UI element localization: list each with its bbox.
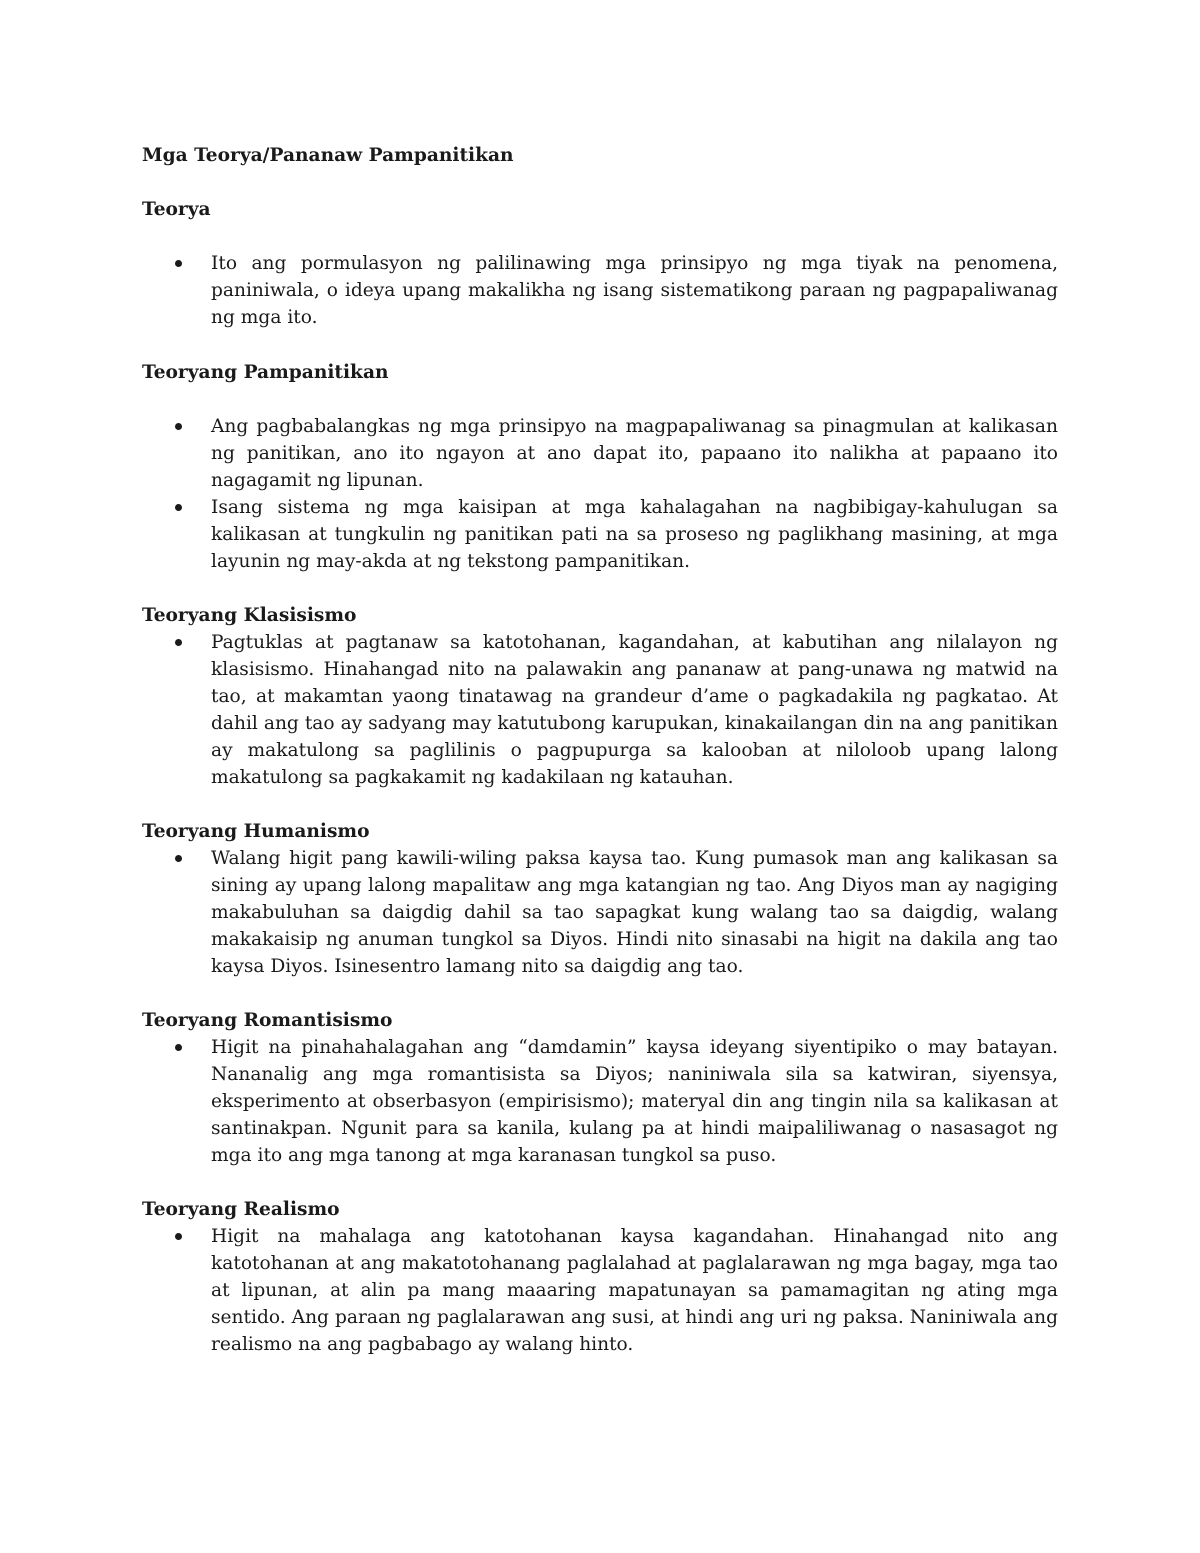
section-teoryang-humanismo [142, 818, 1058, 980]
bullet-icon [175, 1044, 182, 1051]
section-heading: Teorya [142, 199, 211, 220]
list-item [142, 1034, 1058, 1169]
bullet-list [142, 629, 1058, 791]
bullet-icon [175, 504, 182, 511]
bullet-list [142, 1034, 1058, 1169]
list-item-text: Ito ang pormulasyon ng palilinawing mga prinsipyo ng mga tiyak na penomena, paniniwala, o ideya upang makalikha ng isang sistematikong paraan ng pagpapaliwanag ng mga ito. [211, 253, 1058, 328]
bullet-list [142, 413, 1058, 575]
list-item [142, 845, 1058, 980]
section-heading: Teoryang Realismo [142, 1199, 340, 1220]
document-body [142, 142, 1058, 1358]
bullet-icon [175, 1233, 182, 1240]
section-heading: Teoryang Pampanitikan [142, 362, 389, 383]
list-item [142, 413, 1058, 494]
list-item-text: Higit na mahalaga ang katotohanan kaysa kagandahan. Hinahangad nito ang katotohanan at ang makatotohanang paglalahad at paglalarawan ng mga bagay, mga tao at lipunan, at alin pa mang maaaring mapatunayan sa pamamagitan ng ating mga sentido. Ang paraan ng paglalarawan ang susi, at hindi ang uri ng paksa. Naniniwala ang realismo na ang pagbabago ay walang hinto. [211, 1226, 1058, 1355]
list-item [142, 1223, 1058, 1358]
document-title: Mga Teorya/Pananaw Pampanitikan [142, 145, 514, 166]
bullet-icon [175, 855, 182, 862]
bullet-list [142, 250, 1058, 331]
list-item [142, 629, 1058, 791]
section-heading: Teoryang Romantisismo [142, 1010, 393, 1031]
list-item-text: Higit na pinahahalagahan ang “damdamin” kaysa ideyang siyentipiko o may batayan. Nananalig ang mga romantisista sa Diyos; naniniwala sila sa katwiran, siyensya, eksperimento at obserbasyon (empirisismo); materyal din ang tingin nila sa kalikasan at santinakpan. Ngunit para sa kanila, kulang pa at hindi maipaliliwanag o nasasagot ng mga ito ang mga tanong at mga karanasan tungkol sa puso. [211, 1037, 1058, 1166]
section-teoryang-romantisismo [142, 1007, 1058, 1169]
section-teoryang-klasisismo [142, 602, 1058, 791]
list-item [142, 250, 1058, 331]
section-heading: Teoryang Klasisismo [142, 605, 357, 626]
list-item-text: Walang higit pang kawili-wiling paksa kaysa tao. Kung pumasok man ang kalikasan sa sining ay upang lalong mapalitaw ang mga katangian ng tao. Ang Diyos man ay nagiging makabuluhan sa daigdig dahil sa tao sapagkat kung walang tao sa daigdig, walang makakaisip ng anuman tungkol sa Diyos. Hindi nito sinasabi na higit na dakila ang tao kaysa Diyos. Isinesentro lamang nito sa daigdig ang tao. [211, 848, 1058, 977]
list-item-text: Pagtuklas at pagtanaw sa katotohanan, kagandahan, at kabutihan ang nilalayon ng klasisismo. Hinahangad nito na palawakin ang pananaw at pang-unawa ng matwid na tao, at makamtan yaong tinatawag na grandeur d’ame o pagkadakila ng pagkatao. At dahil ang tao ay sadyang may katutubong karupukan, kinakailangan din na ang panitikan ay makatulong sa paglilinis o pagpupurga sa kalooban at niloloob upang lalong makatulong sa pagkakamit ng kadakilaan ng katauhan. [211, 632, 1058, 788]
section-teoryang-realismo [142, 1196, 1058, 1358]
bullet-icon [175, 639, 182, 646]
bullet-list [142, 1223, 1058, 1358]
list-item-text: Isang sistema ng mga kaisipan at mga kahalagahan na nagbibigay-kahulugan sa kalikasan at tungkulin ng panitikan pati na sa proseso ng paglikhang masining, at mga layunin ng may-akda at ng tekstong pampanitikan. [211, 497, 1058, 572]
section-teoryang-pampanitikan [142, 359, 1058, 575]
section-teorya [142, 196, 1058, 331]
list-item-text: Ang pagbabalangkas ng mga prinsipyo na magpapaliwanag sa pinagmulan at kalikasan ng panitikan, ano ito ngayon at ano dapat ito, papaano ito nalikha at papaano ito nagagamit ng lipunan. [211, 416, 1058, 491]
list-item [142, 494, 1058, 575]
bullet-list [142, 845, 1058, 980]
section-heading: Teoryang Humanismo [142, 821, 370, 842]
bullet-icon [175, 423, 182, 430]
bullet-icon [175, 260, 182, 267]
